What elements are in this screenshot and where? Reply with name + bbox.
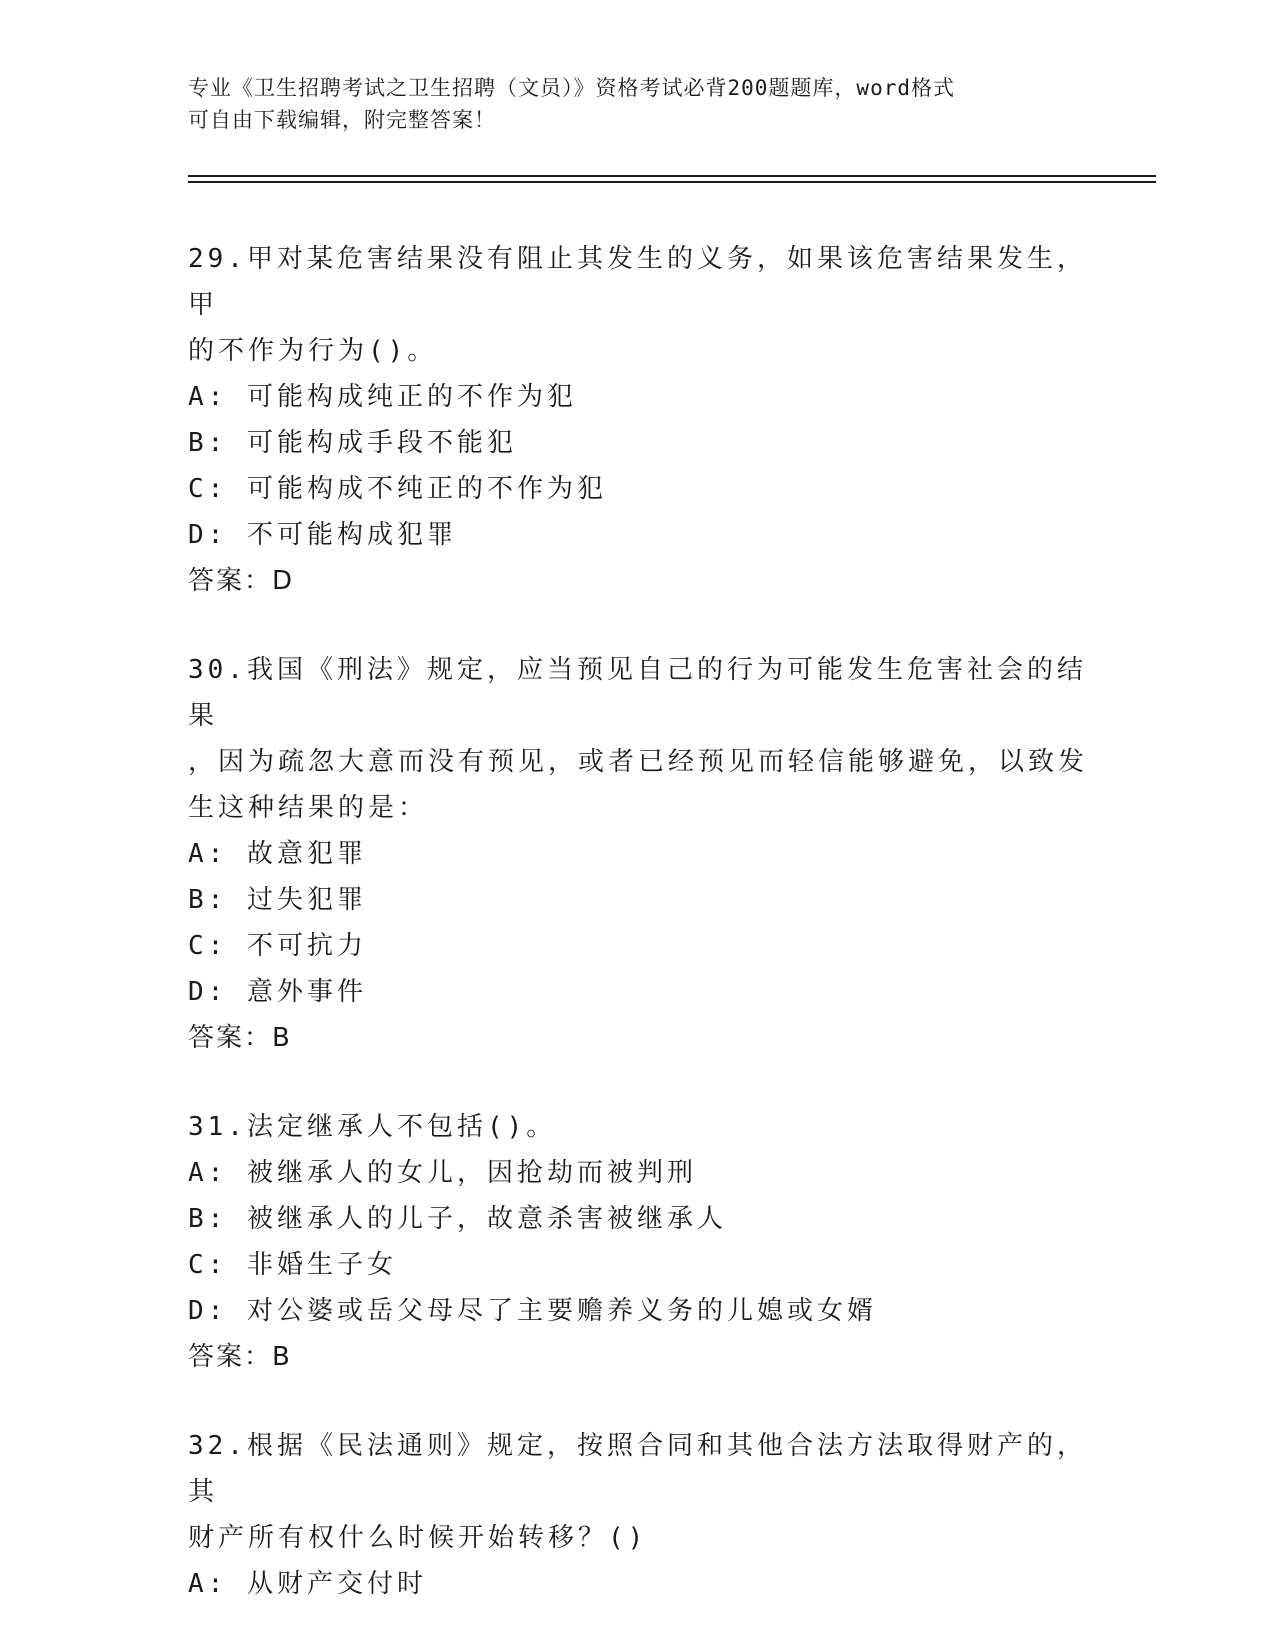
header-title-line-2: 可自由下载编辑，附完整答案！ — [188, 108, 496, 132]
question-list — [188, 236, 1088, 1650]
option-a: A: 被继承人的女儿，因抢劫而被判刑 — [188, 1158, 697, 1188]
question-stem — [188, 236, 1088, 374]
question-29 — [188, 236, 1088, 604]
stem-line: 31.法定继承人不包括()。 — [188, 1112, 557, 1142]
document-header — [188, 72, 1088, 136]
option-b: B: 被继承人的儿子，故意杀害被继承人 — [188, 1204, 727, 1234]
answer-line: 答案：D — [188, 566, 295, 596]
option-d: D: 意外事件 — [188, 977, 367, 1007]
question-stem — [188, 1104, 1088, 1150]
stem-line: 生这种结果的是： — [188, 793, 429, 823]
stem-line: 的不作为行为()。 — [188, 336, 438, 366]
option-c: C: 非婚生子女 — [188, 1250, 397, 1280]
option-b: B: 可能构成手段不能犯 — [188, 428, 517, 458]
stem-line: 32.根据《民法通则》规定，按照合同和其他合法方法取得财产的，其 — [188, 1431, 1087, 1507]
question-stem — [188, 1423, 1088, 1561]
header-rule-top — [188, 175, 1156, 177]
option-d: D: 对公婆或岳父母尽了主要赡养义务的儿媳或女婿 — [188, 1296, 877, 1326]
option-c: C: 可能构成不纯正的不作为犯 — [188, 474, 607, 504]
stem-line: 29.甲对某危害结果没有阻止其发生的义务，如果该危害结果发生，甲 — [188, 244, 1087, 320]
question-31 — [188, 1104, 1088, 1380]
option-a: A: 故意犯罪 — [188, 839, 367, 869]
answer-line: 答案：B — [188, 1342, 292, 1372]
stem-line: ，因为疏忽大意而没有预见，或者已经预见而轻信能够避免，以致发 — [188, 747, 1089, 777]
stem-line: 30.我国《刑法》规定，应当预见自己的行为可能发生危害社会的结果 — [188, 655, 1087, 731]
option-c: C: 不可抗力 — [188, 931, 367, 961]
option-a: A: 从财产交付时 — [188, 1569, 427, 1599]
stem-line: 财产所有权什么时候开始转移？() — [188, 1523, 648, 1553]
header-rule-bottom — [188, 181, 1156, 183]
question-32 — [188, 1423, 1088, 1607]
header-title-line-1: 专业《卫生招聘考试之卫生招聘（文员）》资格考试必背200题题库，word格式 — [188, 76, 955, 100]
option-b: B: 过失犯罪 — [188, 885, 367, 915]
option-d: D: 不可能构成犯罪 — [188, 520, 457, 550]
answer-line: 答案：B — [188, 1023, 292, 1053]
option-a: A: 可能构成纯正的不作为犯 — [188, 382, 577, 412]
question-stem — [188, 647, 1088, 831]
question-30 — [188, 647, 1088, 1061]
